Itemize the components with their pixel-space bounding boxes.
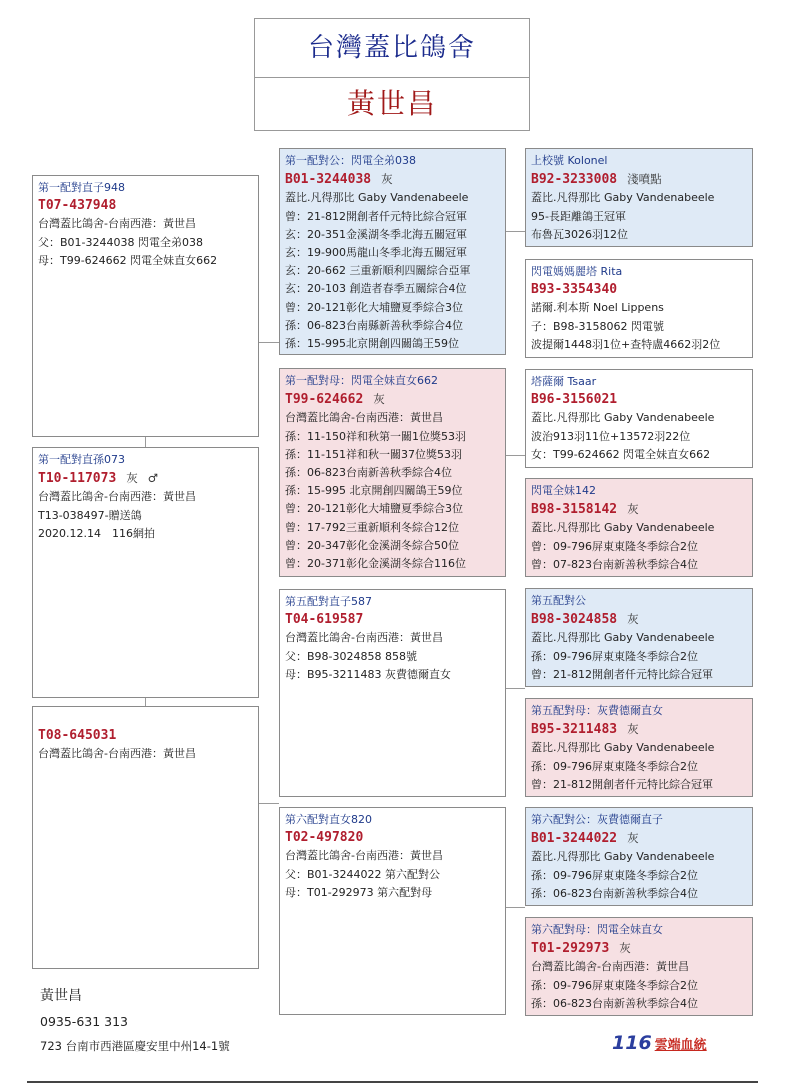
- ring-number: B93-3354340: [531, 282, 618, 298]
- box-label: 第一配對直子948: [38, 181, 125, 194]
- color-tag: 灰: [627, 831, 639, 846]
- ring-number: T10-117073 灰 ♂: [38, 471, 159, 487]
- color-tag: 灰: [381, 172, 393, 187]
- info-line: 台灣蓋比鴿舍-台南西港：黃世昌: [285, 849, 443, 863]
- info-line: 曾：21-812開創者仟元特比綜合冠軍: [531, 667, 713, 681]
- connector: [505, 231, 525, 232]
- info-line: 布魯瓦3026羽12位: [531, 227, 628, 241]
- info-line: 曾：21-812開創者仟元特比綜合冠軍: [531, 777, 713, 791]
- color-tag: 灰: [627, 612, 639, 627]
- ring-number: T07-437948: [38, 198, 117, 214]
- ring-number: B92-3233008 淺噴點: [531, 172, 662, 188]
- info-line: 95-長距離鴿王冠軍: [531, 209, 626, 223]
- info-line: 玄：19-900馬龍山冬季北海五關冠軍: [285, 246, 467, 260]
- loft-title: 台灣蓋比鴿舍: [255, 19, 529, 78]
- info-line: 孫：06-823台南新善秋季綜合4位: [531, 996, 698, 1010]
- box-label: 第五配對母：灰費德爾直女: [531, 704, 663, 717]
- box-label: 第六配對直女820: [285, 813, 372, 826]
- footer-divider: [27, 1081, 758, 1083]
- connector: [505, 688, 525, 689]
- logo-text: 雲端血統: [654, 1038, 707, 1053]
- connector: [505, 455, 525, 456]
- info-line: 父：B98-3024858 858號: [285, 649, 417, 663]
- box-label: 第六配對公：灰費德爾直子: [531, 813, 663, 826]
- info-line: 曾：20-121彰化大埔鹽夏季綜合3位: [285, 502, 463, 516]
- gs2-box[interactable]: [525, 369, 753, 468]
- color-tag: 灰: [627, 722, 639, 737]
- gs1-box[interactable]: [525, 148, 753, 247]
- info-line: 玄：20-103 創造者春季五關綜合4位: [285, 282, 467, 296]
- color-tag: 灰: [627, 502, 639, 517]
- color-tag: 淺噴點: [627, 172, 662, 187]
- info-line: 孫：11-150祥和秋第一關1位獎53羽: [285, 429, 466, 443]
- connector: [259, 803, 279, 804]
- info-line: 孫：11-151祥和秋一關37位獎53羽: [285, 447, 462, 461]
- info-line: 蓋比.凡得那比 Gaby Vandenabeele: [531, 741, 715, 755]
- info-line: 蓋比.凡得那比 Gaby Vandenabeele: [531, 411, 715, 425]
- pair1-dam-box[interactable]: [279, 368, 506, 577]
- info-line: T13-038497-贈送鴿: [38, 508, 142, 522]
- info-line: 台灣蓋比鴿舍-台南西港：黃世昌: [38, 747, 196, 761]
- box-label: 第一配對母：閃電全妹直女662: [285, 374, 438, 387]
- info-line: 母：B95-3211483 灰費德爾直女: [285, 667, 451, 681]
- connector: [259, 342, 279, 343]
- info-line: 波治913羽11位+13572羽22位: [531, 429, 691, 443]
- ring-number: B01-3244022 灰: [531, 831, 639, 847]
- p5-sire-box[interactable]: [525, 588, 753, 687]
- male-icon: ♂: [147, 471, 159, 486]
- info-line: 台灣蓋比鴿舍-台南西港：黃世昌: [531, 960, 689, 974]
- gd2-box[interactable]: [525, 478, 753, 577]
- info-line: 孫：09-796屏東東隆冬季綜合2位: [531, 978, 698, 992]
- connector: [145, 437, 146, 447]
- info-line: 父：B01-3244022 第六配對公: [285, 867, 440, 881]
- info-line: 孫：15-995 北京開創四關鴿王59位: [285, 484, 463, 498]
- box-label: 塔薩爾 Tsaar: [531, 375, 597, 388]
- info-line: 玄：20-351金溪湖冬季北海五關冠軍: [285, 227, 467, 241]
- info-line: 曾：21-812開創者仟元特比綜合冠軍: [285, 209, 467, 223]
- p6-dam-box[interactable]: [525, 917, 753, 1016]
- ring-number: B98-3024858 灰: [531, 612, 639, 628]
- info-line: 孫：06-823台南新善秋季綜合4位: [531, 886, 698, 900]
- info-line: 玄：20-662 三重新順利四關綜合亞軍: [285, 264, 471, 278]
- ring-number: T04-619587: [285, 612, 364, 628]
- dam-main-box[interactable]: [32, 706, 259, 969]
- info-line: 台灣蓋比鴿舍-台南西港：黃世昌: [285, 631, 443, 645]
- ring-number: T08-645031: [38, 728, 117, 743]
- connector: [505, 907, 525, 908]
- pair6-daughter-box[interactable]: [279, 807, 506, 1015]
- grandson-box[interactable]: [32, 447, 259, 698]
- info-line: 女：T99-624662 閃電全妹直女662: [531, 447, 711, 461]
- info-line: 母：T01-292973 第六配對母: [285, 885, 433, 899]
- info-line: 孫：06-823台南新善秋季綜合4位: [285, 466, 452, 480]
- p5-dam-box[interactable]: [525, 698, 753, 797]
- info-line: 孫：09-796屏東東隆冬季綜合2位: [531, 759, 698, 773]
- box-label: 閃電全妹142: [531, 484, 596, 497]
- box-label: 第五配對公: [531, 594, 586, 607]
- ring-number: T02-497820: [285, 830, 364, 846]
- info-line: 台灣蓋比鴿舍-台南西港：黃世昌: [285, 411, 443, 425]
- owner-title: 黃世昌: [346, 87, 437, 120]
- info-line: 孫：15-995北京開創四關鴿王59位: [285, 337, 459, 351]
- info-line: 台灣蓋比鴿舍-台南西港：黃世昌: [38, 217, 196, 231]
- info-line: 2020.12.14 116網拍: [38, 526, 155, 540]
- info-line: 曾：17-792三重新順利冬綜合12位: [285, 520, 459, 534]
- info-line: 曾：07-823台南新善秋季綜合4位: [531, 557, 698, 571]
- pedigree-header: [254, 18, 530, 131]
- connector: [145, 698, 146, 706]
- info-line: 曾：20-121彰化大埔鹽夏季綜合3位: [285, 300, 463, 314]
- info-line: 蓋比.凡得那比 Gaby Vandenabeele: [531, 850, 715, 864]
- ring-number: B96-3156021: [531, 392, 618, 408]
- pair5-son-box[interactable]: [279, 589, 506, 797]
- info-line: 父：B01-3244038 閃電全弟038: [38, 235, 203, 249]
- info-line: 曾：20-347彰化金溪湖冬綜合50位: [285, 538, 459, 552]
- gd1-box[interactable]: [525, 259, 753, 358]
- info-line: 孫：09-796屏東東隆冬季綜合2位: [531, 649, 698, 663]
- logo-number: 116: [612, 1032, 652, 1054]
- color-tag: 灰: [373, 392, 385, 407]
- p6-sire-box[interactable]: [525, 807, 753, 906]
- pair1-sire-box[interactable]: [279, 148, 506, 355]
- owner-address: 723 台南市西港區慶安里中州14-1號: [40, 1039, 230, 1053]
- box-label: 第六配對母：閃電全妹直女: [531, 923, 663, 936]
- brand-logo: [612, 1032, 722, 1056]
- ring-number: B01-3244038 灰: [285, 172, 393, 188]
- color-tag: 灰: [619, 941, 631, 956]
- owner-name: 黃世昌: [40, 988, 82, 1004]
- box-label: 第五配對直子587: [285, 595, 372, 608]
- info-line: 母：T99-624662 閃電全妹直女662: [38, 253, 218, 267]
- info-line: 蓋比.凡得那比 Gaby Vandenabeele: [531, 521, 715, 535]
- ring-number: T99-624662 灰: [285, 392, 385, 408]
- owner-phone: 0935-631 313: [40, 1014, 129, 1029]
- box-label: 閃電媽媽麗塔 Rita: [531, 265, 623, 278]
- info-line: 台灣蓋比鴿舍-台南西港：黃世昌: [38, 490, 196, 504]
- info-line: 蓋比.凡得那比 Gaby Vandenabeele: [285, 191, 469, 205]
- box-label: 第一配對直孫073: [38, 453, 125, 466]
- box-label: 第一配對公：閃電全弟038: [285, 154, 416, 167]
- info-line: 諾爾.利本斯 Noel Lippens: [531, 301, 664, 315]
- subject-box[interactable]: [32, 175, 259, 437]
- info-line: 蓋比.凡得那比 Gaby Vandenabeele: [531, 631, 715, 645]
- box-label: 上校號 Kolonel: [531, 154, 608, 167]
- info-line: 蓋比.凡得那比 Gaby Vandenabeele: [531, 191, 715, 205]
- info-line: 波提爾1448羽1位+查特盧4662羽2位: [531, 337, 721, 351]
- owner-contact: [40, 984, 230, 1059]
- ring-number: B95-3211483 灰: [531, 722, 639, 738]
- info-line: 孫：06-823台南縣新善秋季綜合4位: [285, 318, 463, 332]
- info-line: 子：B98-3158062 閃電號: [531, 319, 664, 333]
- info-line: 孫：09-796屏東東隆冬季綜合2位: [531, 868, 698, 882]
- color-tag: 灰: [126, 471, 138, 486]
- ring-number: T01-292973 灰: [531, 941, 631, 957]
- ring-number: B98-3158142 灰: [531, 502, 639, 518]
- info-line: 曾：09-796屏東東隆冬季綜合2位: [531, 539, 698, 553]
- info-line: 曾：20-371彰化金溪湖冬綜合116位: [285, 557, 466, 571]
